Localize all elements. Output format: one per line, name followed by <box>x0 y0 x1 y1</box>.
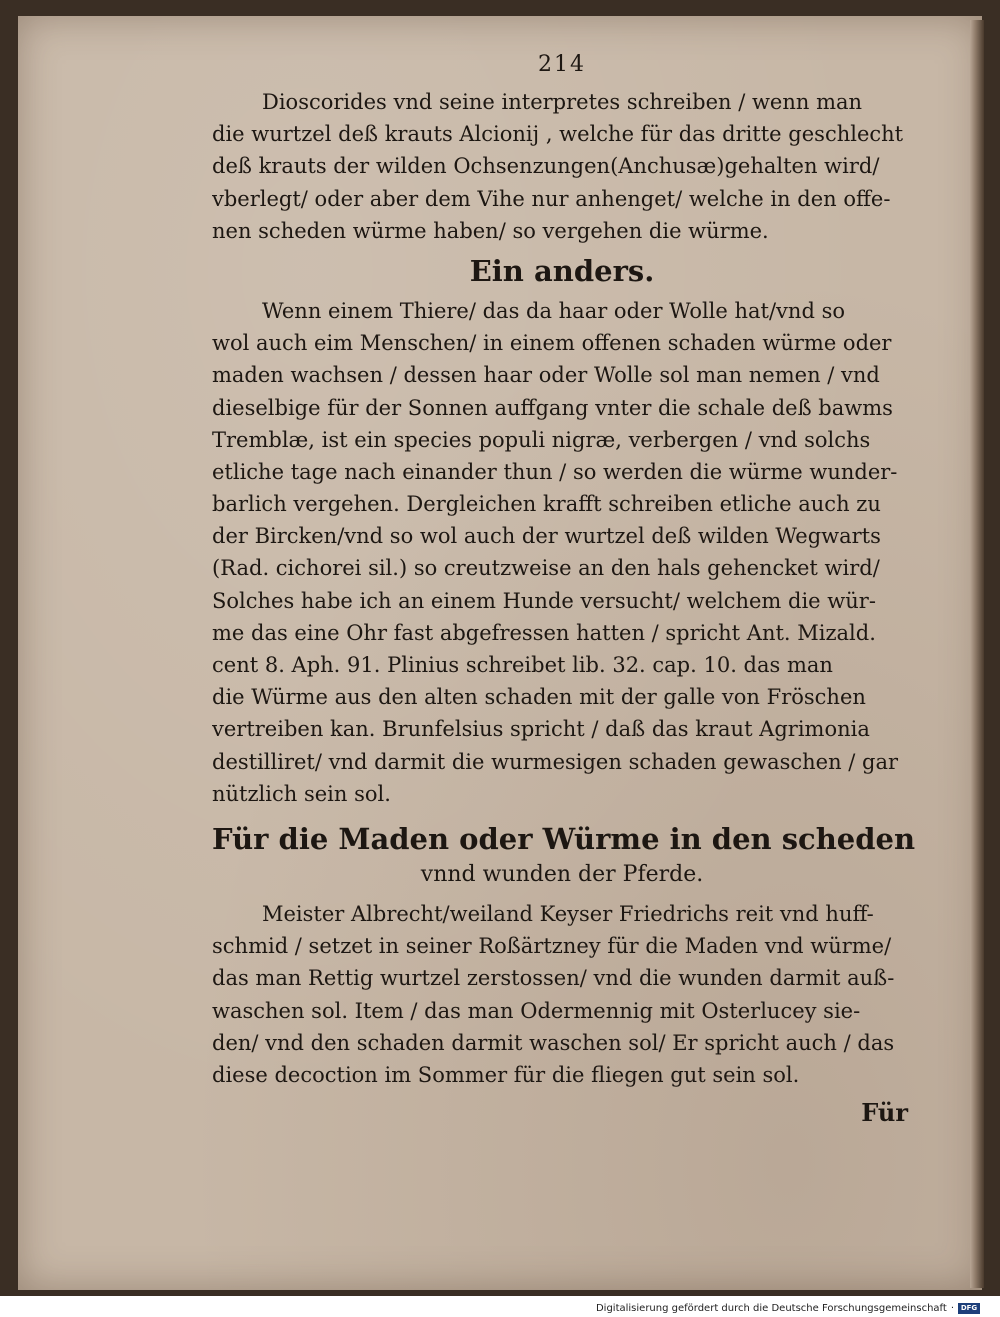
text-line: diese decoction im Sommer für die fliegen gut sein sol. <box>212 1062 800 1087</box>
text-line: barlich vergehen. Dergleichen krafft schreiben etliche auch zu <box>212 492 881 517</box>
text-line: waschen sol. Item / das man Odermennig mit Osterlucey sie- <box>212 998 861 1023</box>
text-line: (Rad. cichorei sil.) so creutzweise an den hals gehencket wird/ <box>212 556 880 581</box>
text-line: Meister Albrecht/weiland Keyser Friedrichs reit vnd huff- <box>262 901 874 926</box>
text-line: vertreiben kan. Brunfelsius spricht / daß das kraut Agrimonia <box>212 717 870 742</box>
text-line: deß krauts der wilden Ochsenzungen(Anchusæ)gehalten wird/ <box>212 154 880 179</box>
text-line: Tremblæ, ist ein species populi nigræ, verbergen / vnd solchs <box>212 427 871 452</box>
footer-text: Digitalisierung gefördert durch die Deutsche Forschungsgemeinschaft <box>595 1303 947 1314</box>
text-line: Wenn einem Thiere/ das da haar oder Wolle hat/vnd so <box>262 298 845 323</box>
text-line: das man Rettig wurtzel zerstossen/ vnd die wunden darmit auß- <box>212 966 895 991</box>
page-number: 214 <box>538 52 586 77</box>
text-line: nützlich sein sol. <box>212 781 391 806</box>
text-line: destilliret/ vnd darmit die wurmesigen schaden gewaschen / gar <box>212 749 899 774</box>
dfg-logo-icon: DFG <box>958 1303 980 1314</box>
section-heading: Für die Maden oder Würme in den scheden <box>212 821 916 856</box>
paragraph-2 <box>212 295 912 810</box>
text-line: me das eine Ohr fast abgefressen hatten / spricht Ant. Mizald. <box>212 620 876 645</box>
text-line: etliche tage nach einander thun / so werden die würme wunder- <box>212 459 898 484</box>
text-line: die Würme aus den alten schaden mit der galle von Fröschen <box>212 685 866 710</box>
text-line: vberlegt/ oder aber dem Vihe nur anhenget/ welche in den offe- <box>212 186 891 211</box>
catchword: Für <box>861 1098 908 1128</box>
text-line: schmid / setzet in seiner Roßärtzney für die Maden vnd würme/ <box>212 934 892 959</box>
text-line: den/ vnd den schaden darmit waschen sol/ Er spricht auch / das <box>212 1030 895 1055</box>
text-line: wol auch eim Menschen/ in einem offenen schaden würme oder <box>212 331 892 356</box>
page-edge <box>970 20 984 1288</box>
text-line: dieselbige für der Sonnen auffgang vnter die schale deß bawms <box>212 395 893 420</box>
text-block <box>212 52 916 1131</box>
text-line: nen scheden würme haben/ so vergehen die würme. <box>212 218 769 243</box>
footer-credit: Digitalisierung gefördert durch die Deutsche Forschungsgemeinschaft · DFG <box>596 1300 980 1317</box>
text-line: die wurtzel deß krauts Alcionij , welche für das dritte geschlecht <box>212 122 904 147</box>
section-heading: Ein anders. <box>469 253 655 288</box>
paragraph-3 <box>212 898 912 1091</box>
paragraph-1 <box>212 86 912 247</box>
text-line: cent 8. Aph. 91. Plinius schreibet lib. 32. cap. 10. das man <box>212 653 833 677</box>
text-line: Solches habe ich an einem Hunde versucht/ welchem die wür- <box>212 588 876 613</box>
text-line: Dioscorides vnd seine interpretes schreiben / wenn man <box>262 90 863 114</box>
section-subheading: vnnd wunden der Pferde. <box>420 861 704 887</box>
text-line: maden wachsen / dessen haar oder Wolle sol man nemen / vnd <box>212 363 880 388</box>
text-line: der Bircken/vnd so wol auch der wurtzel deß wilden Wegwarts <box>212 524 881 549</box>
